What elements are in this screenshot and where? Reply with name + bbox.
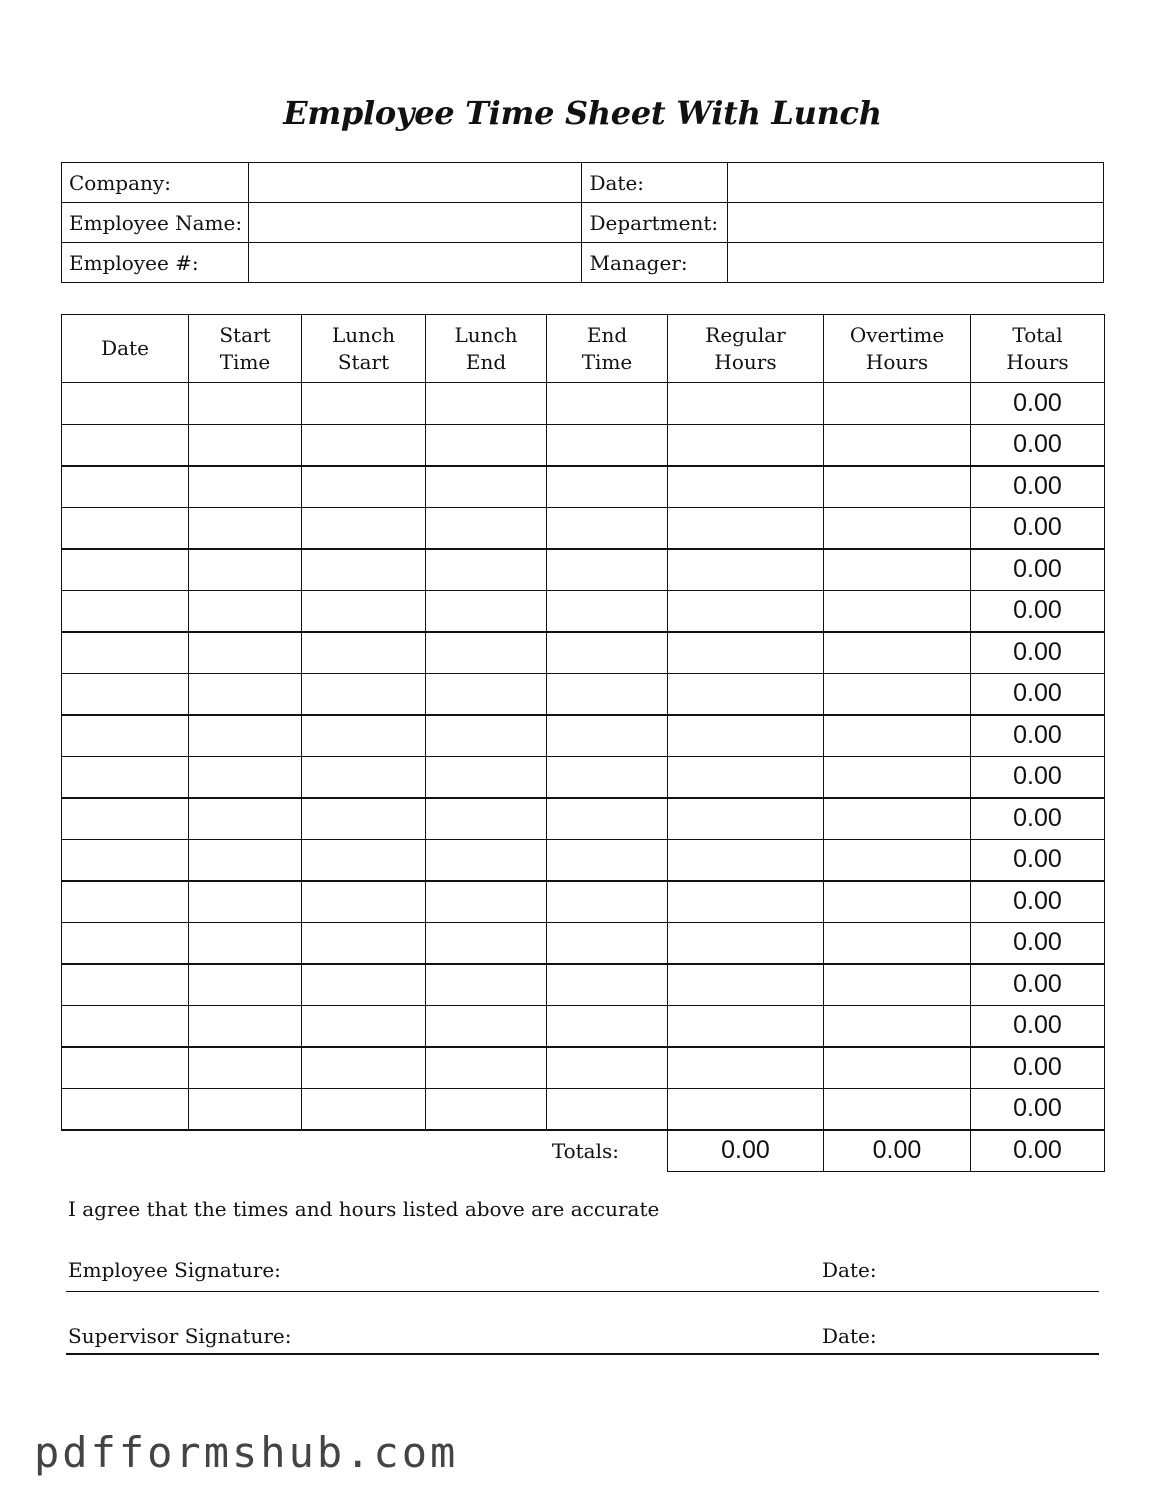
- lunch-start-cell[interactable]: [302, 1005, 426, 1047]
- employee-number-label: Employee #:: [62, 243, 249, 283]
- lunch-end-cell[interactable]: [426, 590, 547, 632]
- employee-name-label: Employee Name:: [62, 203, 249, 243]
- end-time-cell[interactable]: [547, 549, 668, 591]
- lunch-start-cell[interactable]: [302, 922, 426, 964]
- manager-label: Manager:: [582, 243, 728, 283]
- date-cell[interactable]: [62, 964, 189, 1006]
- date-cell[interactable]: [62, 383, 189, 425]
- department-label: Department:: [582, 203, 728, 243]
- overtime-hours-cell[interactable]: [824, 632, 971, 674]
- col-overtime-hours-header: Overtime Hours: [824, 315, 971, 383]
- col-date-header: Date: [62, 315, 189, 383]
- regular-hours-cell[interactable]: [668, 632, 824, 674]
- table-row: [62, 507, 1105, 549]
- date-cell[interactable]: [62, 839, 189, 881]
- employee-signature-label: Employee Signature:: [68, 1258, 281, 1282]
- start-time-cell[interactable]: [189, 507, 302, 549]
- row-total-hours: 0.00: [971, 673, 1105, 715]
- table-row: [62, 964, 1105, 1006]
- row-total-hours: 0.00: [971, 424, 1105, 466]
- lunch-end-cell[interactable]: [426, 632, 547, 674]
- date-cell[interactable]: [62, 632, 189, 674]
- start-time-cell[interactable]: [189, 1088, 302, 1130]
- regular-hours-cell[interactable]: [668, 1005, 824, 1047]
- employee-info-table: [61, 162, 1104, 283]
- col-lunch-end-header: Lunch End: [426, 315, 547, 383]
- timesheet-table: [61, 314, 1105, 1172]
- lunch-start-cell[interactable]: [302, 798, 426, 840]
- date-cell[interactable]: [62, 922, 189, 964]
- table-row: [62, 673, 1105, 715]
- overtime-hours-cell[interactable]: [824, 549, 971, 591]
- table-row: [62, 383, 1105, 425]
- lunch-end-cell[interactable]: [426, 1088, 547, 1130]
- col-lunch-start-header: Lunch Start: [302, 315, 426, 383]
- end-time-cell[interactable]: [547, 1088, 668, 1130]
- lunch-start-cell[interactable]: [302, 673, 426, 715]
- lunch-end-cell[interactable]: [426, 673, 547, 715]
- lunch-end-cell[interactable]: [426, 1047, 547, 1089]
- end-time-cell[interactable]: [547, 673, 668, 715]
- start-time-cell[interactable]: [189, 632, 302, 674]
- date-cell[interactable]: [62, 881, 189, 923]
- row-total-hours: 0.00: [971, 383, 1105, 425]
- page-title: Employee Time Sheet With Lunch: [283, 94, 882, 132]
- end-time-cell[interactable]: [547, 922, 668, 964]
- employee-number-field[interactable]: [248, 243, 582, 283]
- lunch-start-cell[interactable]: [302, 383, 426, 425]
- date-cell[interactable]: [62, 507, 189, 549]
- overtime-hours-cell[interactable]: [824, 922, 971, 964]
- manager-field[interactable]: [728, 243, 1104, 283]
- date-cell[interactable]: [62, 1005, 189, 1047]
- lunch-start-cell[interactable]: [302, 715, 426, 757]
- overtime-hours-cell[interactable]: [824, 964, 971, 1006]
- company-label: Company:: [62, 163, 249, 203]
- end-time-cell[interactable]: [547, 798, 668, 840]
- end-time-cell[interactable]: [547, 964, 668, 1006]
- lunch-end-cell[interactable]: [426, 881, 547, 923]
- table-row: [62, 632, 1105, 674]
- date-cell[interactable]: [62, 1047, 189, 1089]
- department-field[interactable]: [728, 203, 1104, 243]
- overtime-hours-cell[interactable]: [824, 466, 971, 508]
- start-time-cell[interactable]: [189, 383, 302, 425]
- start-time-cell[interactable]: [189, 964, 302, 1006]
- lunch-end-cell[interactable]: [426, 839, 547, 881]
- regular-hours-cell[interactable]: [668, 798, 824, 840]
- row-total-hours: 0.00: [971, 964, 1105, 1006]
- lunch-start-cell[interactable]: [302, 756, 426, 798]
- start-time-cell[interactable]: [189, 1047, 302, 1089]
- employee-signature-rule: [66, 1291, 1099, 1292]
- overtime-hours-cell[interactable]: [824, 383, 971, 425]
- overtime-hours-cell[interactable]: [824, 1088, 971, 1130]
- overtime-hours-cell[interactable]: [824, 507, 971, 549]
- regular-hours-cell[interactable]: [668, 881, 824, 923]
- lunch-end-cell[interactable]: [426, 466, 547, 508]
- row-total-hours: 0.00: [971, 549, 1105, 591]
- overtime-hours-cell[interactable]: [824, 839, 971, 881]
- lunch-start-cell[interactable]: [302, 590, 426, 632]
- row-total-hours: 0.00: [971, 839, 1105, 881]
- start-time-cell[interactable]: [189, 756, 302, 798]
- col-total-hours-header: Total Hours: [971, 315, 1105, 383]
- table-row: [62, 549, 1105, 591]
- start-time-cell[interactable]: [189, 715, 302, 757]
- lunch-end-cell[interactable]: [426, 1005, 547, 1047]
- watermark: pdfformshub.com: [34, 1428, 459, 1477]
- lunch-start-cell[interactable]: [302, 839, 426, 881]
- grand-total-hours: 0.00: [971, 1130, 1105, 1172]
- lunch-start-cell[interactable]: [302, 549, 426, 591]
- row-total-hours: 0.00: [971, 466, 1105, 508]
- regular-hours-cell[interactable]: [668, 839, 824, 881]
- supervisor-signature-label: Supervisor Signature:: [68, 1324, 292, 1348]
- table-row: [62, 1005, 1105, 1047]
- row-total-hours: 0.00: [971, 756, 1105, 798]
- header-row: [62, 315, 1105, 383]
- supervisor-signature-rule: [66, 1353, 1099, 1355]
- date-cell[interactable]: [62, 424, 189, 466]
- start-time-cell[interactable]: [189, 881, 302, 923]
- overtime-hours-cell[interactable]: [824, 881, 971, 923]
- totals-row: [62, 1130, 1105, 1172]
- regular-hours-cell[interactable]: [668, 383, 824, 425]
- table-row: [62, 715, 1105, 757]
- agreement-statement: I agree that the times and hours listed above are accurate: [68, 1197, 660, 1221]
- lunch-start-cell[interactable]: [302, 1047, 426, 1089]
- table-row: [62, 881, 1105, 923]
- end-time-cell[interactable]: [547, 715, 668, 757]
- lunch-end-cell[interactable]: [426, 798, 547, 840]
- totals-label: Totals:: [547, 1130, 668, 1172]
- overtime-hours-cell[interactable]: [824, 798, 971, 840]
- overtime-hours-cell[interactable]: [824, 590, 971, 632]
- employee-signature-date-label: Date:: [822, 1258, 877, 1282]
- date-field[interactable]: [728, 163, 1104, 203]
- date-cell[interactable]: [62, 590, 189, 632]
- start-time-cell[interactable]: [189, 839, 302, 881]
- lunch-start-cell[interactable]: [302, 964, 426, 1006]
- regular-hours-cell[interactable]: [668, 922, 824, 964]
- lunch-start-cell[interactable]: [302, 1088, 426, 1130]
- end-time-cell[interactable]: [547, 466, 668, 508]
- date-cell[interactable]: [62, 466, 189, 508]
- regular-hours-cell[interactable]: [668, 756, 824, 798]
- row-total-hours: 0.00: [971, 798, 1105, 840]
- lunch-start-cell[interactable]: [302, 632, 426, 674]
- table-row: [62, 798, 1105, 840]
- regular-hours-cell[interactable]: [668, 507, 824, 549]
- table-row: [62, 590, 1105, 632]
- start-time-cell[interactable]: [189, 673, 302, 715]
- lunch-start-cell[interactable]: [302, 466, 426, 508]
- lunch-end-cell[interactable]: [426, 507, 547, 549]
- regular-hours-cell[interactable]: [668, 673, 824, 715]
- lunch-end-cell[interactable]: [426, 922, 547, 964]
- row-total-hours: 0.00: [971, 715, 1105, 757]
- overtime-hours-total: 0.00: [824, 1130, 971, 1172]
- regular-hours-cell[interactable]: [668, 964, 824, 1006]
- regular-hours-cell[interactable]: [668, 424, 824, 466]
- lunch-end-cell[interactable]: [426, 549, 547, 591]
- supervisor-signature-date-label: Date:: [822, 1324, 877, 1348]
- date-cell[interactable]: [62, 549, 189, 591]
- row-total-hours: 0.00: [971, 590, 1105, 632]
- employee-name-field[interactable]: [248, 203, 582, 243]
- overtime-hours-cell[interactable]: [824, 1005, 971, 1047]
- start-time-cell[interactable]: [189, 549, 302, 591]
- table-row: [62, 922, 1105, 964]
- overtime-hours-cell[interactable]: [824, 1047, 971, 1089]
- end-time-cell[interactable]: [547, 383, 668, 425]
- start-time-cell[interactable]: [189, 424, 302, 466]
- col-regular-hours-header: Regular Hours: [668, 315, 824, 383]
- row-total-hours: 0.00: [971, 507, 1105, 549]
- end-time-cell[interactable]: [547, 1047, 668, 1089]
- table-row: [62, 424, 1105, 466]
- end-time-cell[interactable]: [547, 590, 668, 632]
- date-label: Date:: [582, 163, 728, 203]
- date-cell[interactable]: [62, 756, 189, 798]
- lunch-start-cell[interactable]: [302, 424, 426, 466]
- start-time-cell[interactable]: [189, 922, 302, 964]
- end-time-cell[interactable]: [547, 839, 668, 881]
- lunch-end-cell[interactable]: [426, 383, 547, 425]
- lunch-start-cell[interactable]: [302, 881, 426, 923]
- regular-hours-cell[interactable]: [668, 466, 824, 508]
- date-cell[interactable]: [62, 673, 189, 715]
- end-time-cell[interactable]: [547, 424, 668, 466]
- date-cell[interactable]: [62, 1088, 189, 1130]
- regular-hours-cell[interactable]: [668, 1088, 824, 1130]
- lunch-end-cell[interactable]: [426, 715, 547, 757]
- regular-hours-cell[interactable]: [668, 715, 824, 757]
- company-field[interactable]: [248, 163, 582, 203]
- regular-hours-total: 0.00: [668, 1130, 824, 1172]
- overtime-hours-cell[interactable]: [824, 424, 971, 466]
- table-row: [62, 466, 1105, 508]
- lunch-end-cell[interactable]: [426, 964, 547, 1006]
- col-start-time-header: Start Time: [189, 315, 302, 383]
- overtime-hours-cell[interactable]: [824, 715, 971, 757]
- start-time-cell[interactable]: [189, 466, 302, 508]
- overtime-hours-cell[interactable]: [824, 673, 971, 715]
- regular-hours-cell[interactable]: [668, 549, 824, 591]
- table-row: [62, 839, 1105, 881]
- col-end-time-header: End Time: [547, 315, 668, 383]
- regular-hours-cell[interactable]: [668, 590, 824, 632]
- overtime-hours-cell[interactable]: [824, 756, 971, 798]
- end-time-cell[interactable]: [547, 756, 668, 798]
- table-row: [62, 1047, 1105, 1089]
- lunch-start-cell[interactable]: [302, 507, 426, 549]
- row-total-hours: 0.00: [971, 1005, 1105, 1047]
- table-row: [62, 756, 1105, 798]
- row-total-hours: 0.00: [971, 1047, 1105, 1089]
- date-cell[interactable]: [62, 798, 189, 840]
- lunch-end-cell[interactable]: [426, 756, 547, 798]
- row-total-hours: 0.00: [971, 922, 1105, 964]
- regular-hours-cell[interactable]: [668, 1047, 824, 1089]
- start-time-cell[interactable]: [189, 1005, 302, 1047]
- row-total-hours: 0.00: [971, 881, 1105, 923]
- table-row: [62, 1088, 1105, 1130]
- date-cell[interactable]: [62, 715, 189, 757]
- end-time-cell[interactable]: [547, 881, 668, 923]
- end-time-cell[interactable]: [547, 507, 668, 549]
- end-time-cell[interactable]: [547, 632, 668, 674]
- lunch-end-cell[interactable]: [426, 424, 547, 466]
- start-time-cell[interactable]: [189, 798, 302, 840]
- row-total-hours: 0.00: [971, 632, 1105, 674]
- start-time-cell[interactable]: [189, 590, 302, 632]
- row-total-hours: 0.00: [971, 1088, 1105, 1130]
- end-time-cell[interactable]: [547, 1005, 668, 1047]
